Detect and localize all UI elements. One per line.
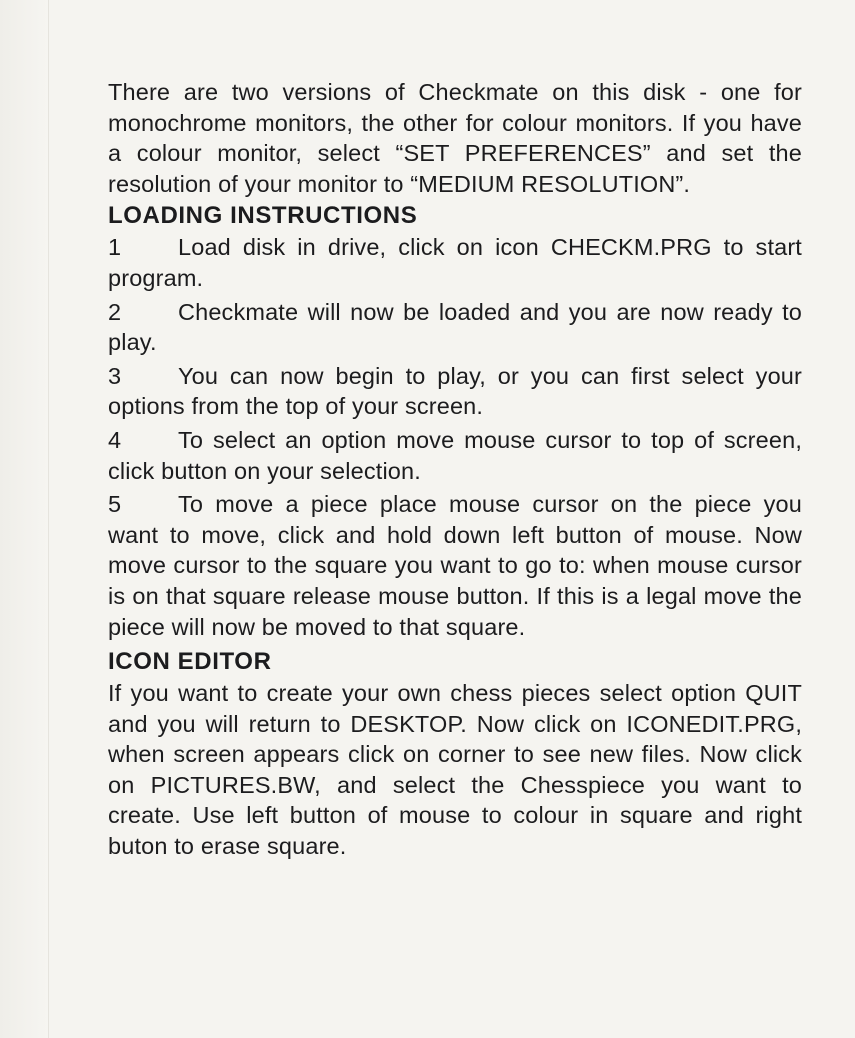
step-item [108, 232, 802, 293]
step-number: 2 [108, 298, 122, 325]
step-number: 3 [108, 362, 122, 389]
loading-instructions-heading: LOADING INSTRUCTIONS [108, 202, 418, 230]
step-text: You can now begin to play, or you can first select your options from the top of your screen. [108, 362, 802, 420]
step-item [108, 361, 802, 422]
icon-editor-paragraph: If you want to create your own chess pieces select option QUIT and you will return to DESKTOP. Now click on ICONEDIT.PRG, when screen appears click on corner to see new files. Now click on PICTURES.BW, and select the Chesspiece you want to create. Use left button of mouse to colour in square and right buton to erase square. [108, 680, 802, 860]
step-item [108, 489, 802, 642]
step-number: 4 [108, 426, 122, 453]
manual-page-content [108, 77, 802, 862]
step-text: Checkmate will now be loaded and you are now ready to play. [108, 298, 802, 356]
intro-paragraph: There are two versions of Checkmate on this disk - one for monochrome monitors, the other for colour monitors. If you have a colour monitor, select “SET PREFERENCES” and set the resolution of your monitor to “MEDIUM RESOLUTION”. [108, 79, 802, 197]
step-number: 1 [108, 234, 122, 261]
step-item [108, 297, 802, 358]
step-text: To move a piece place mouse cursor on the piece you want to move, click and hold down left button of mouse. Now move cursor to the square you want to go to: when mouse cursor is on that square release mouse button. If this is a legal move the piece will now be moved to that square. [108, 491, 802, 640]
page-binding-line [48, 0, 49, 1038]
page-binding-shadow [0, 0, 48, 1038]
step-number: 5 [108, 491, 122, 518]
step-text: Load disk in drive, click on icon CHECKM.PRG to start program. [108, 234, 802, 291]
step-text: To select an option move mouse cursor to top of screen, click button on your selection. [108, 426, 802, 484]
step-item [108, 425, 802, 486]
loading-steps-list [108, 232, 802, 642]
icon-editor-heading: ICON EDITOR [108, 648, 272, 676]
